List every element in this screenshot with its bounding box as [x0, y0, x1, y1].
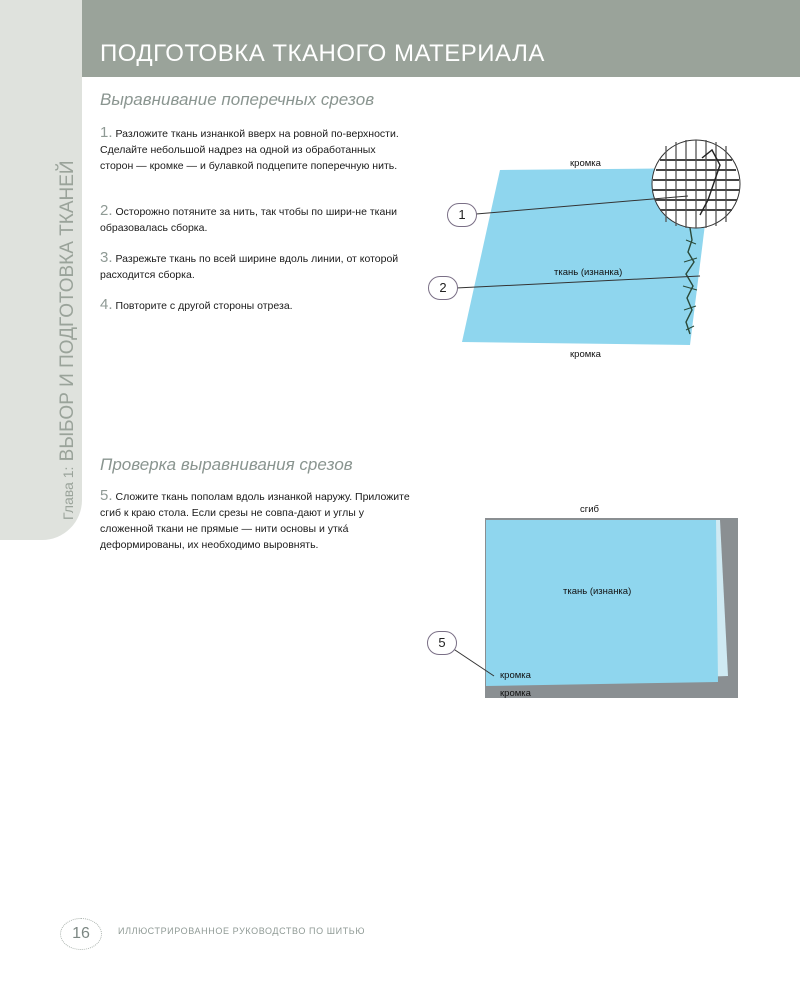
- section-title-straightening: Выравнивание поперечных срезов: [100, 90, 375, 109]
- chapter-title: ВЫБОР И ПОДГОТОВКА ТКАНЕЙ: [57, 160, 78, 462]
- callout-1: 1: [447, 203, 477, 227]
- fabric-top-layer: [486, 520, 718, 686]
- section-title-checking: Проверка выравнивания срезов: [100, 455, 353, 474]
- step-text: Разложите ткань изнанкой вверх на ровной по-верхности. Сделайте небольшой надрез на одной из обработанных сторон — кромке — и булавкой подцепите поперечную нить.: [100, 128, 399, 172]
- label-fold: сгиб: [580, 504, 599, 515]
- page-number: 16: [60, 918, 102, 950]
- label-selvage-lower: кромка: [500, 688, 531, 699]
- label-selvage-upper: кромка: [500, 670, 531, 681]
- step-number: 1.: [100, 124, 113, 141]
- step-text: Разрежьте ткань по всей ширине вдоль линии, от которой расходится сборка.: [100, 253, 399, 281]
- step-text: Повторите с другой стороны отреза.: [115, 300, 293, 312]
- callout-2: 2: [428, 276, 458, 300]
- label-selvage-bottom: кромка: [570, 349, 601, 360]
- step-text: Сложите ткань пополам вдоль изнанкой наружу. Приложите сгиб к краю стола. Если срезы не совпа-дают и углы у сложенной ткани не прямые — нити основы и утка́ деформированы, их необходимо выровнять.: [100, 491, 410, 551]
- step-number: 5.: [100, 487, 113, 504]
- step-number: 3.: [100, 249, 113, 266]
- chapter-prefix: Глава 1:: [60, 466, 76, 520]
- label-fabric-wrong-side: ткань (изнанка): [554, 267, 623, 278]
- step-number: 4.: [100, 296, 113, 313]
- page-title: ПОДГОТОВКА ТКАНОГО МАТЕРИАЛА: [100, 40, 545, 67]
- label-selvage-top: кромка: [570, 158, 601, 169]
- step-number: 2.: [100, 202, 113, 219]
- callout-5: 5: [427, 631, 457, 655]
- step-text: Осторожно потяните за нить, так чтобы по шири-не ткани образовалась сборка.: [100, 206, 398, 234]
- book-title: ИЛЛЮСТРИРОВАННОЕ РУКОВОДСТВО ПО ШИТЬЮ: [118, 926, 366, 936]
- label-fabric-wrong-side-2: ткань (изнанка): [563, 586, 632, 597]
